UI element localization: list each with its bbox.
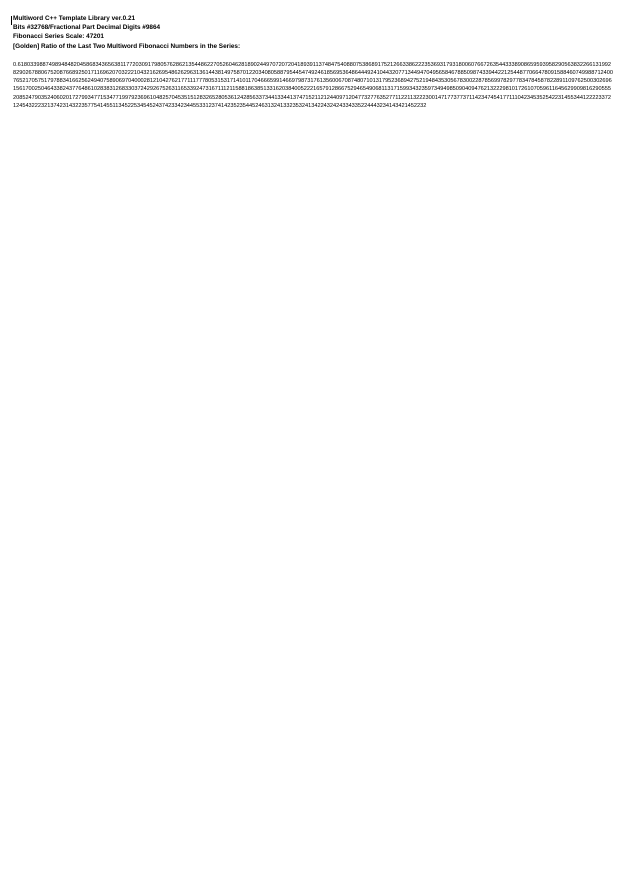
document-page (10, 14, 616, 869)
series-scale: Fibonacci Series Scale: 47201 (13, 33, 104, 41)
spacer (10, 51, 616, 61)
text-cursor (11, 16, 12, 25)
ratio-description: [Golden] Ratio of the Last Two Multiword Fibonacci Numbers in the Series: (13, 42, 241, 50)
golden-ratio-digits: 0.6180339887498948482045868343656381177203091798057628621354486227052604628189024497072072041893911374847540880753868917521266338622235369317931800607667263544333890865959395829056383226613199282902678806752087668925017116962070322210432162695486262963136144381497587012203408058879544547492461856953648644492410443207713449470495658467885098743394422125448770664780915884607499887124007652170575179788341662562494075890697040002812104276217711177780531531714101170466659914669798731761356006708748071013179523689427521948435305678300228785699782977834784587822891109762500302696156170025046433824377648610283831268330372429267526311653392473167111211588186385133162038400522216579128667529465490681131715993432359734949850904094762132229810172610705961164562990981629055520852479035240602017279934771534771997923696104825704535151283265280536124285633734413344137471521121244097120477327763527711221132223001471773773711423474541771110423453525422314553441222233721245432223213742314322357754145511345225345452437423342344553312374142352354452463132413323532413422432424334335224443234143421452232 (13, 61, 614, 109)
library-title: Multiword C++ Template Library ver.0.21 (13, 15, 136, 22)
bits-info: Bits #32768/Fractional Part Decimal Digits #9864 (13, 24, 161, 32)
